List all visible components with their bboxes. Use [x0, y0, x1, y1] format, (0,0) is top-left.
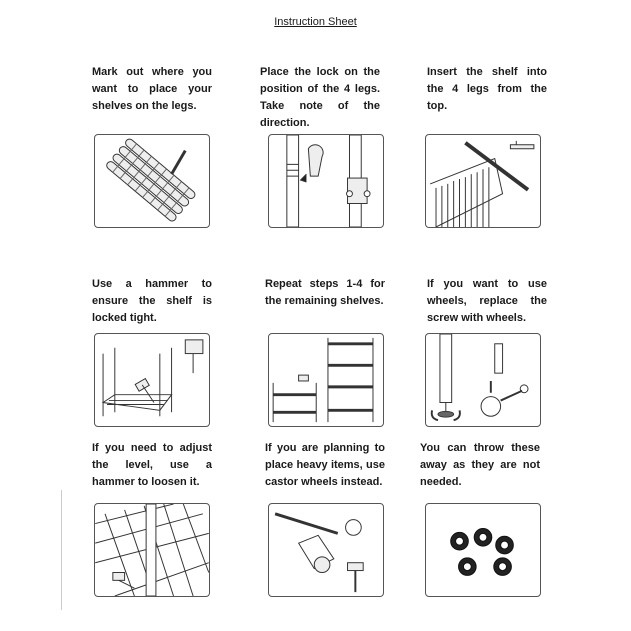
step-7-illustration: [94, 503, 210, 597]
step-2-illustration: [268, 134, 384, 228]
step-2-text: Place the lock on the position of the 4 legs. Take note of the direction.: [260, 66, 380, 129]
repeat-shelves-icon: [269, 334, 383, 426]
shelf-insert-icon: [426, 135, 540, 227]
hammer-shelf-icon: [95, 334, 209, 426]
step-4-illustration: [94, 333, 210, 427]
page-title: Instruction Sheet: [274, 16, 357, 28]
step-1-text: Mark out where you want to place your shelves on the legs.: [92, 66, 212, 112]
step-1-illustration: [94, 134, 210, 228]
step-8-illustration: [268, 503, 384, 597]
step-6-illustration: [425, 333, 541, 427]
step-9-text: You can throw these away as they are not needed.: [420, 442, 540, 488]
step-7-text: If you need to adjust the level, use a hammer to loosen it.: [92, 442, 212, 488]
castor-wheels-icon: [269, 504, 383, 596]
lock-placement-icon: [269, 135, 383, 227]
step-9-illustration: [425, 503, 541, 597]
step-3-illustration: [425, 134, 541, 228]
margin-line: [61, 490, 62, 610]
legs-marking-icon: [95, 135, 209, 227]
step-3-text: Insert the shelf into the 4 legs from the top.: [427, 66, 547, 112]
step-6-text: If you want to use wheels, replace the screw with wheels.: [427, 278, 547, 324]
wheel-replace-icon: [426, 334, 540, 426]
rubber-rings-icon: [426, 504, 540, 596]
hammer-adjust-icon: [95, 504, 209, 596]
step-4-text: Use a hammer to ensure the shelf is locked tight.: [92, 278, 212, 324]
step-5-illustration: [268, 333, 384, 427]
step-8-text: If you are planning to place heavy items, use castor wheels instead.: [265, 442, 385, 488]
step-5-text: Repeat steps 1-4 for the remaining shelves.: [265, 278, 385, 307]
